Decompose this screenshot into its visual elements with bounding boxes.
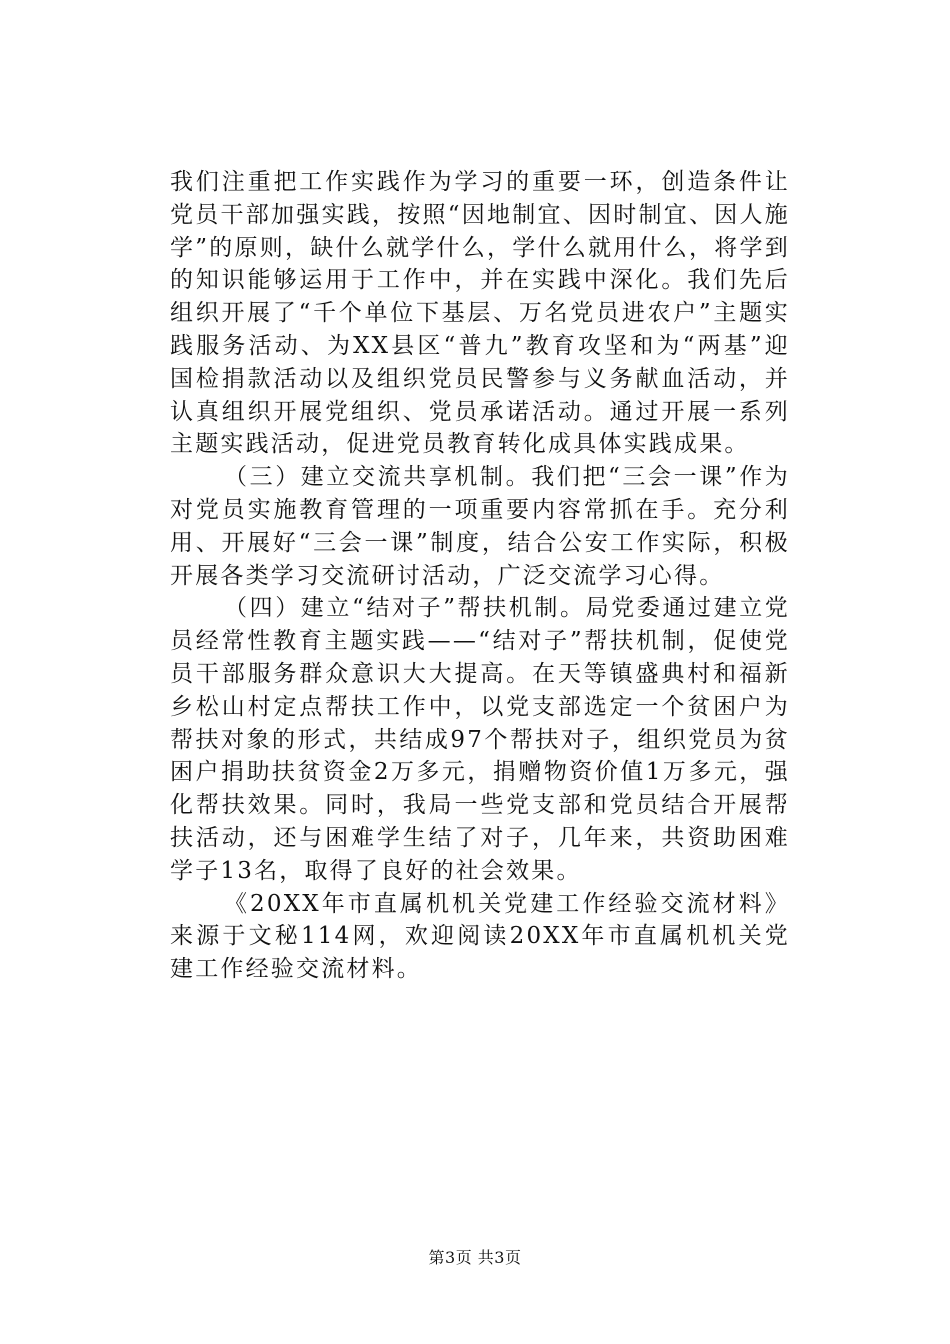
paragraph-practice: 我们注重把工作实践作为学习的重要一环，创造条件让党员干部加强实践，按照“因地制宜、因时制宜、因人施学”的原则，缺什么就学什么，学什么就用什么，将学到的知识能够运用于工作中，并在实践中深化。我们先后组织开展了“千个单位下基层、万名党员进农户”主题实践服务活动、为XX县区“普九”教育攻坚和为“两基”迎国检捐款活动以及组织党员民警参与义务献血活动，并认真组织开展党组织、党员承诺活动。通过开展一系列主题实践活动，促进党员教育转化成具体实践成果。 [170,169,790,458]
document-body [170,166,790,986]
paragraph-source-note: 《20XX年市直属机机关党建工作经验交流材料》来源于文秘114网，欢迎阅读20XX年市直属机机关党建工作经验交流材料。 [170,890,790,983]
paragraph-exchange-mechanism: （三）建立交流共享机制。我们把“三会一课”作为对党员实施教育管理的一项重要内容常抓在手。充分利用、开展好“三会一课”制度，结合公安工作实际，积极开展各类学习交流研讨活动，广泛交流学习心得。 [170,464,790,589]
page-number-footer: 第3页 共3页 [428,1248,522,1267]
paragraph-pairing-mechanism: （四）建立“结对子”帮扶机制。局党委通过建立党员经常性教育主题实践——“结对子”帮扶机制，促使党员干部服务群众意识大大提高。在天等镇盛典村和福新乡松山村定点帮扶工作中，以党支部选定一个贫困户为帮扶对象的形式，共结成97个帮扶对子，组织党员为贫困户捐助扶贫资金2万多元，捐赠物资价值1万多元，强化帮扶效果。同时，我局一些党支部和党员结合开展帮扶活动，还与困难学生结了对子，几年来，共资助困难学子13名，取得了良好的社会效果。 [170,595,790,884]
